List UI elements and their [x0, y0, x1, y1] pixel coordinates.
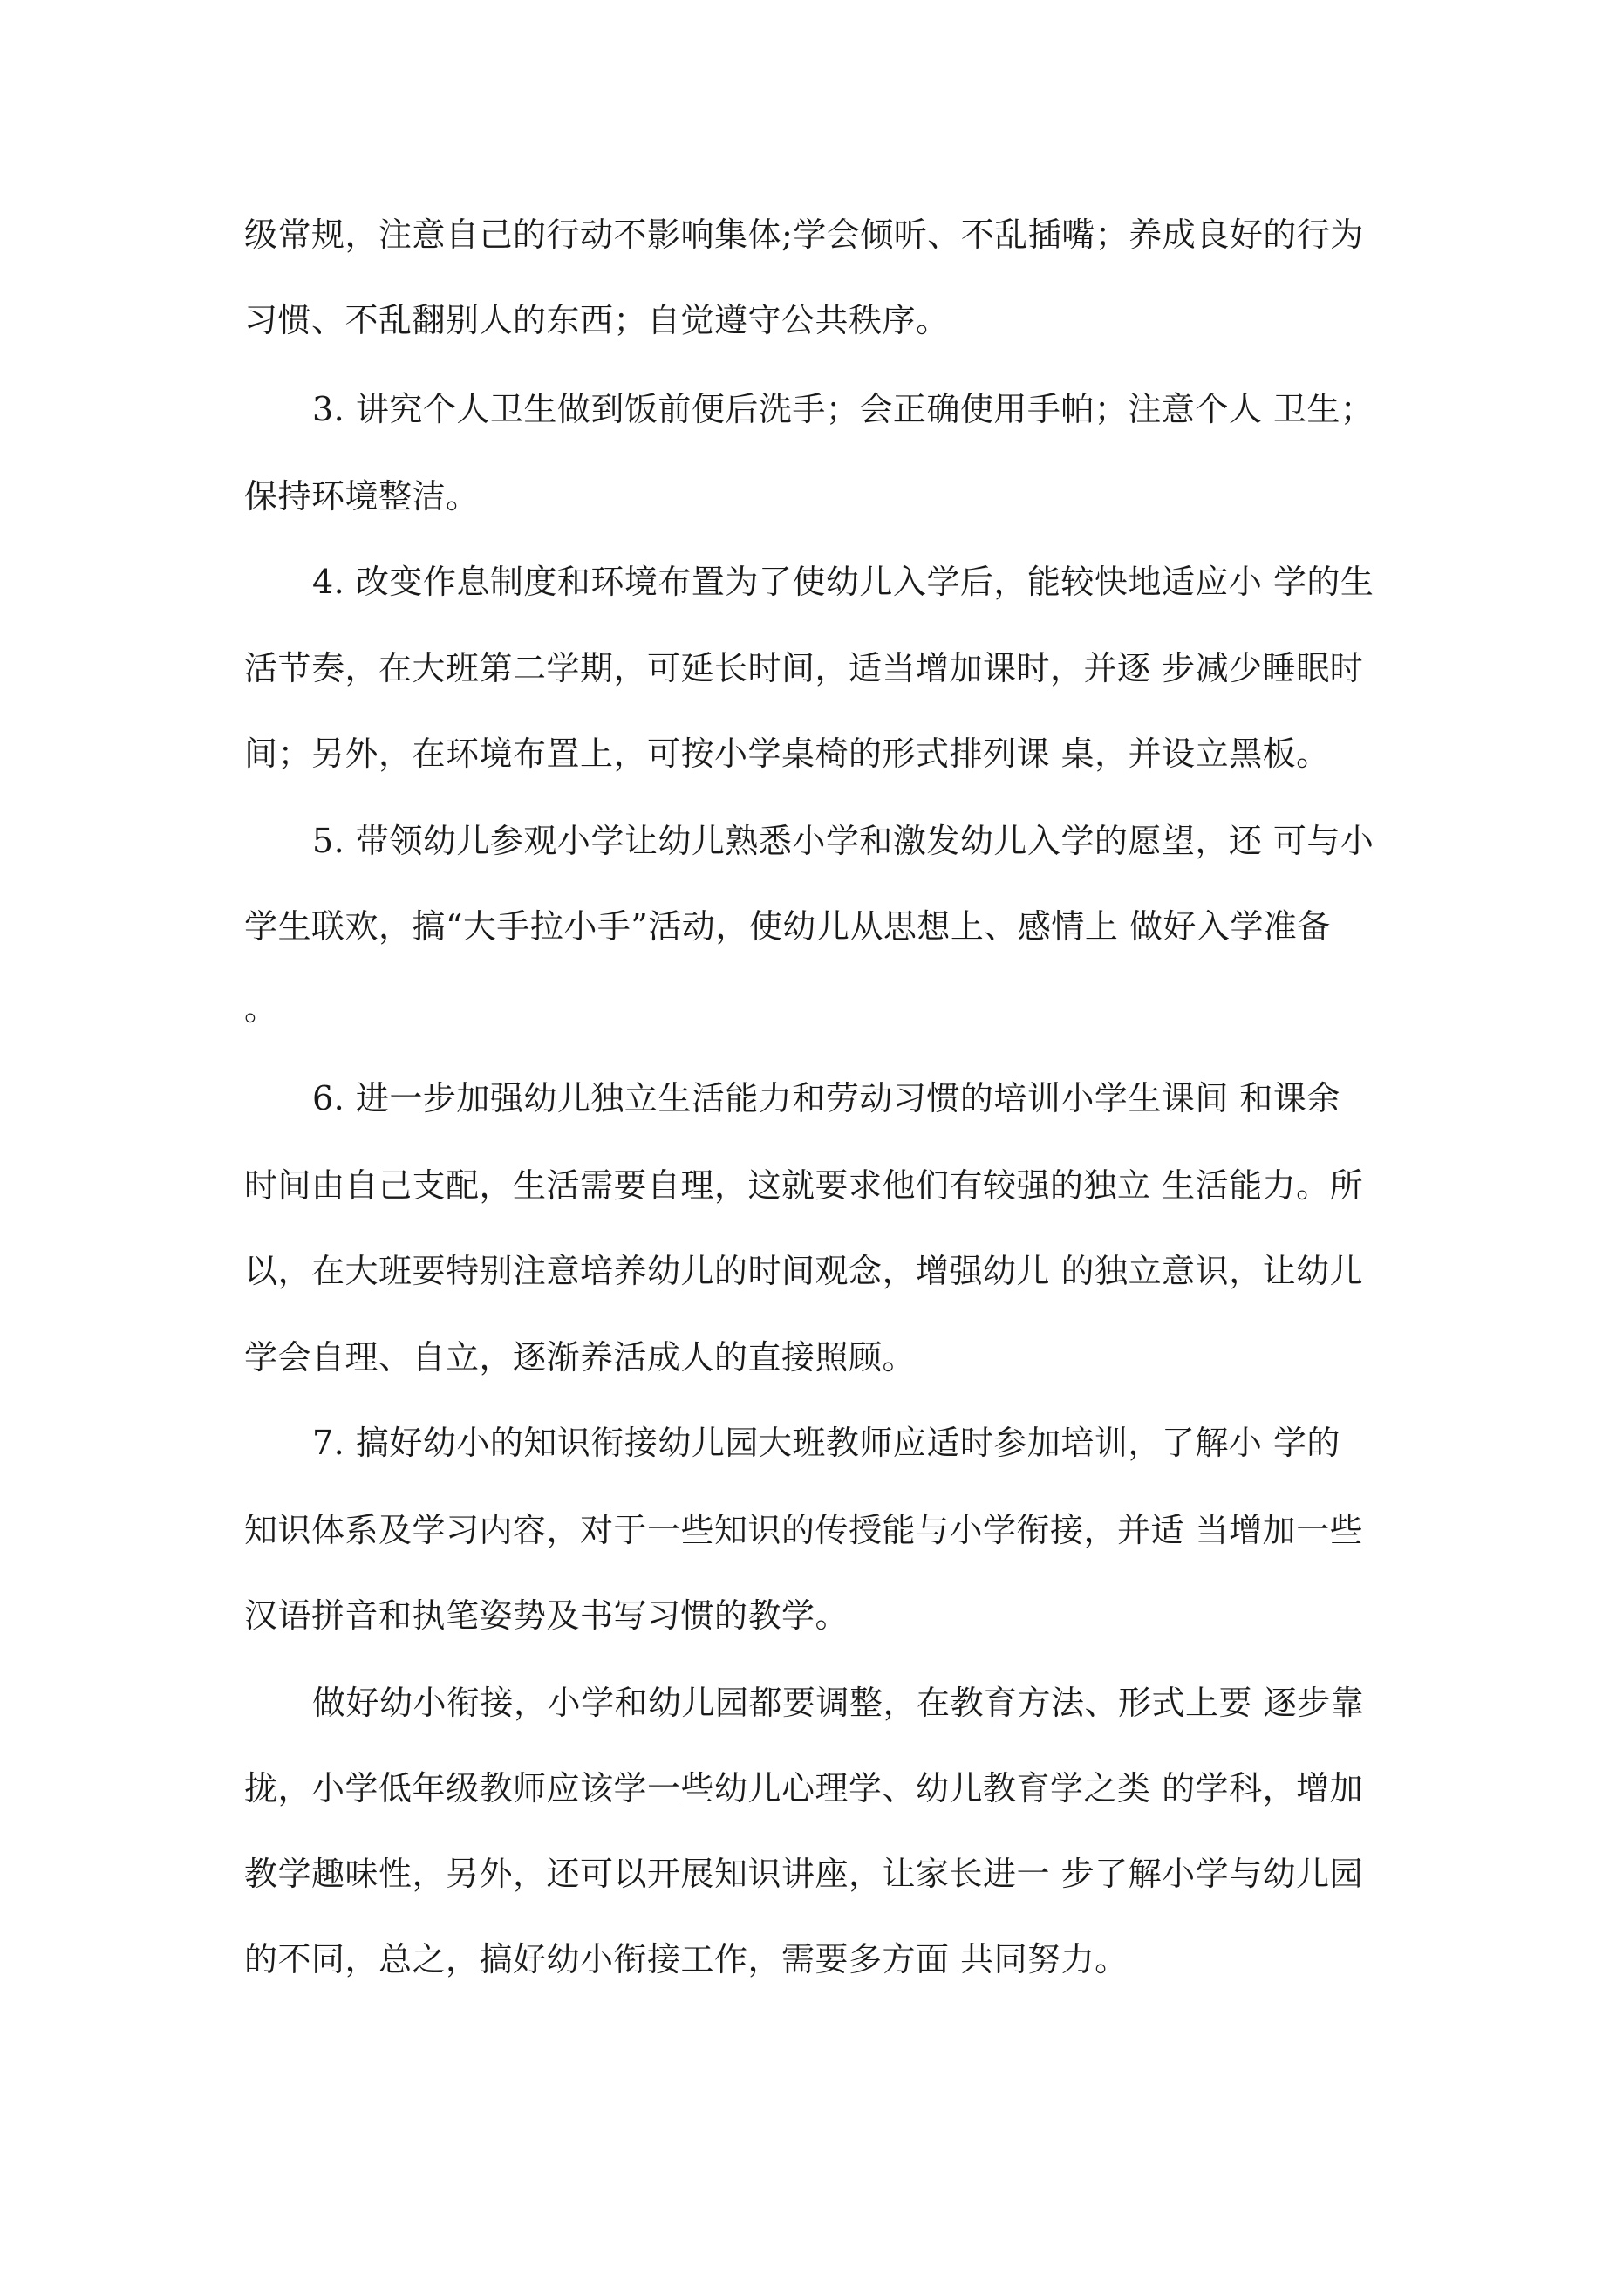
text-line: 7. 搞好幼小的知识衔接幼儿园大班教师应适时参加培训，了解小 学的 — [312, 1424, 1340, 1462]
text-line: 做好幼小衔接，小学和幼儿园都要调整，在教育方法、形式上要 逐步靠 — [312, 1684, 1365, 1722]
text-line: 。 — [244, 989, 278, 1028]
text-line: 保持环境整洁。 — [244, 477, 480, 516]
text-line: 学会自理、自立，逐渐养活成人的直接照顾。 — [244, 1338, 917, 1377]
text-line: 知识体系及学习内容，对于一些知识的传授能与小学衔接，并适 当增加一些 — [244, 1511, 1364, 1549]
text-line: 4. 改变作息制度和环境布置为了使幼儿入学后，能较快地适应小 学的生 — [312, 563, 1374, 601]
text-line: 汉语拼音和执笔姿势及书写习惯的教学。 — [244, 1596, 849, 1635]
text-line: 5. 带领幼儿参观小学让幼儿熟悉小学和激发幼儿入学的愿望，还 可与小 — [312, 822, 1374, 860]
text-line: 活节奏，在大班第二学期，可延长时间，适当增加课时，并逐 步减少睡眠时 — [244, 649, 1364, 687]
text-line: 时间由自己支配，生活需要自理，这就要求他们有较强的独立 生活能力。所 — [244, 1166, 1364, 1205]
text-line: 间；另外，在环境布置上，可按小学桌椅的形式排列课 桌，并设立黑板。 — [244, 735, 1330, 773]
text-line: 的不同，总之，搞好幼小衔接工作，需要多方面 共同努力。 — [244, 1940, 1129, 1978]
text-line: 学生联欢，搞“大手拉小手”活动，使幼儿从思想上、感情上 做好入学准备 — [244, 907, 1331, 946]
text-line: 3. 讲究个人卫生做到饭前便后洗手；会正确使用手帕；注意个人 卫生； — [312, 390, 1374, 428]
text-line: 6. 进一步加强幼儿独立生活能力和劳动习惯的培训小学生课间 和课余 — [312, 1079, 1340, 1117]
text-line: 教学趣味性，另外，还可以开展知识讲座，让家长进一 步了解小学与幼儿园 — [244, 1855, 1364, 1893]
text-line: 拢，小学低年级教师应该学一些幼儿心理学、幼儿教育学之类 的学科，增加 — [244, 1769, 1364, 1807]
text-line: 以，在大班要特别注意培养幼儿的时间观念，增强幼儿 的独立意识，让幼儿 — [244, 1252, 1364, 1290]
text-line: 级常规，注意自己的行动不影响集体;学会倾听、不乱插嘴；养成良好的行为 — [244, 215, 1364, 254]
text-line: 习惯、不乱翻别人的东西；自觉遵守公共秩序。 — [244, 301, 950, 339]
